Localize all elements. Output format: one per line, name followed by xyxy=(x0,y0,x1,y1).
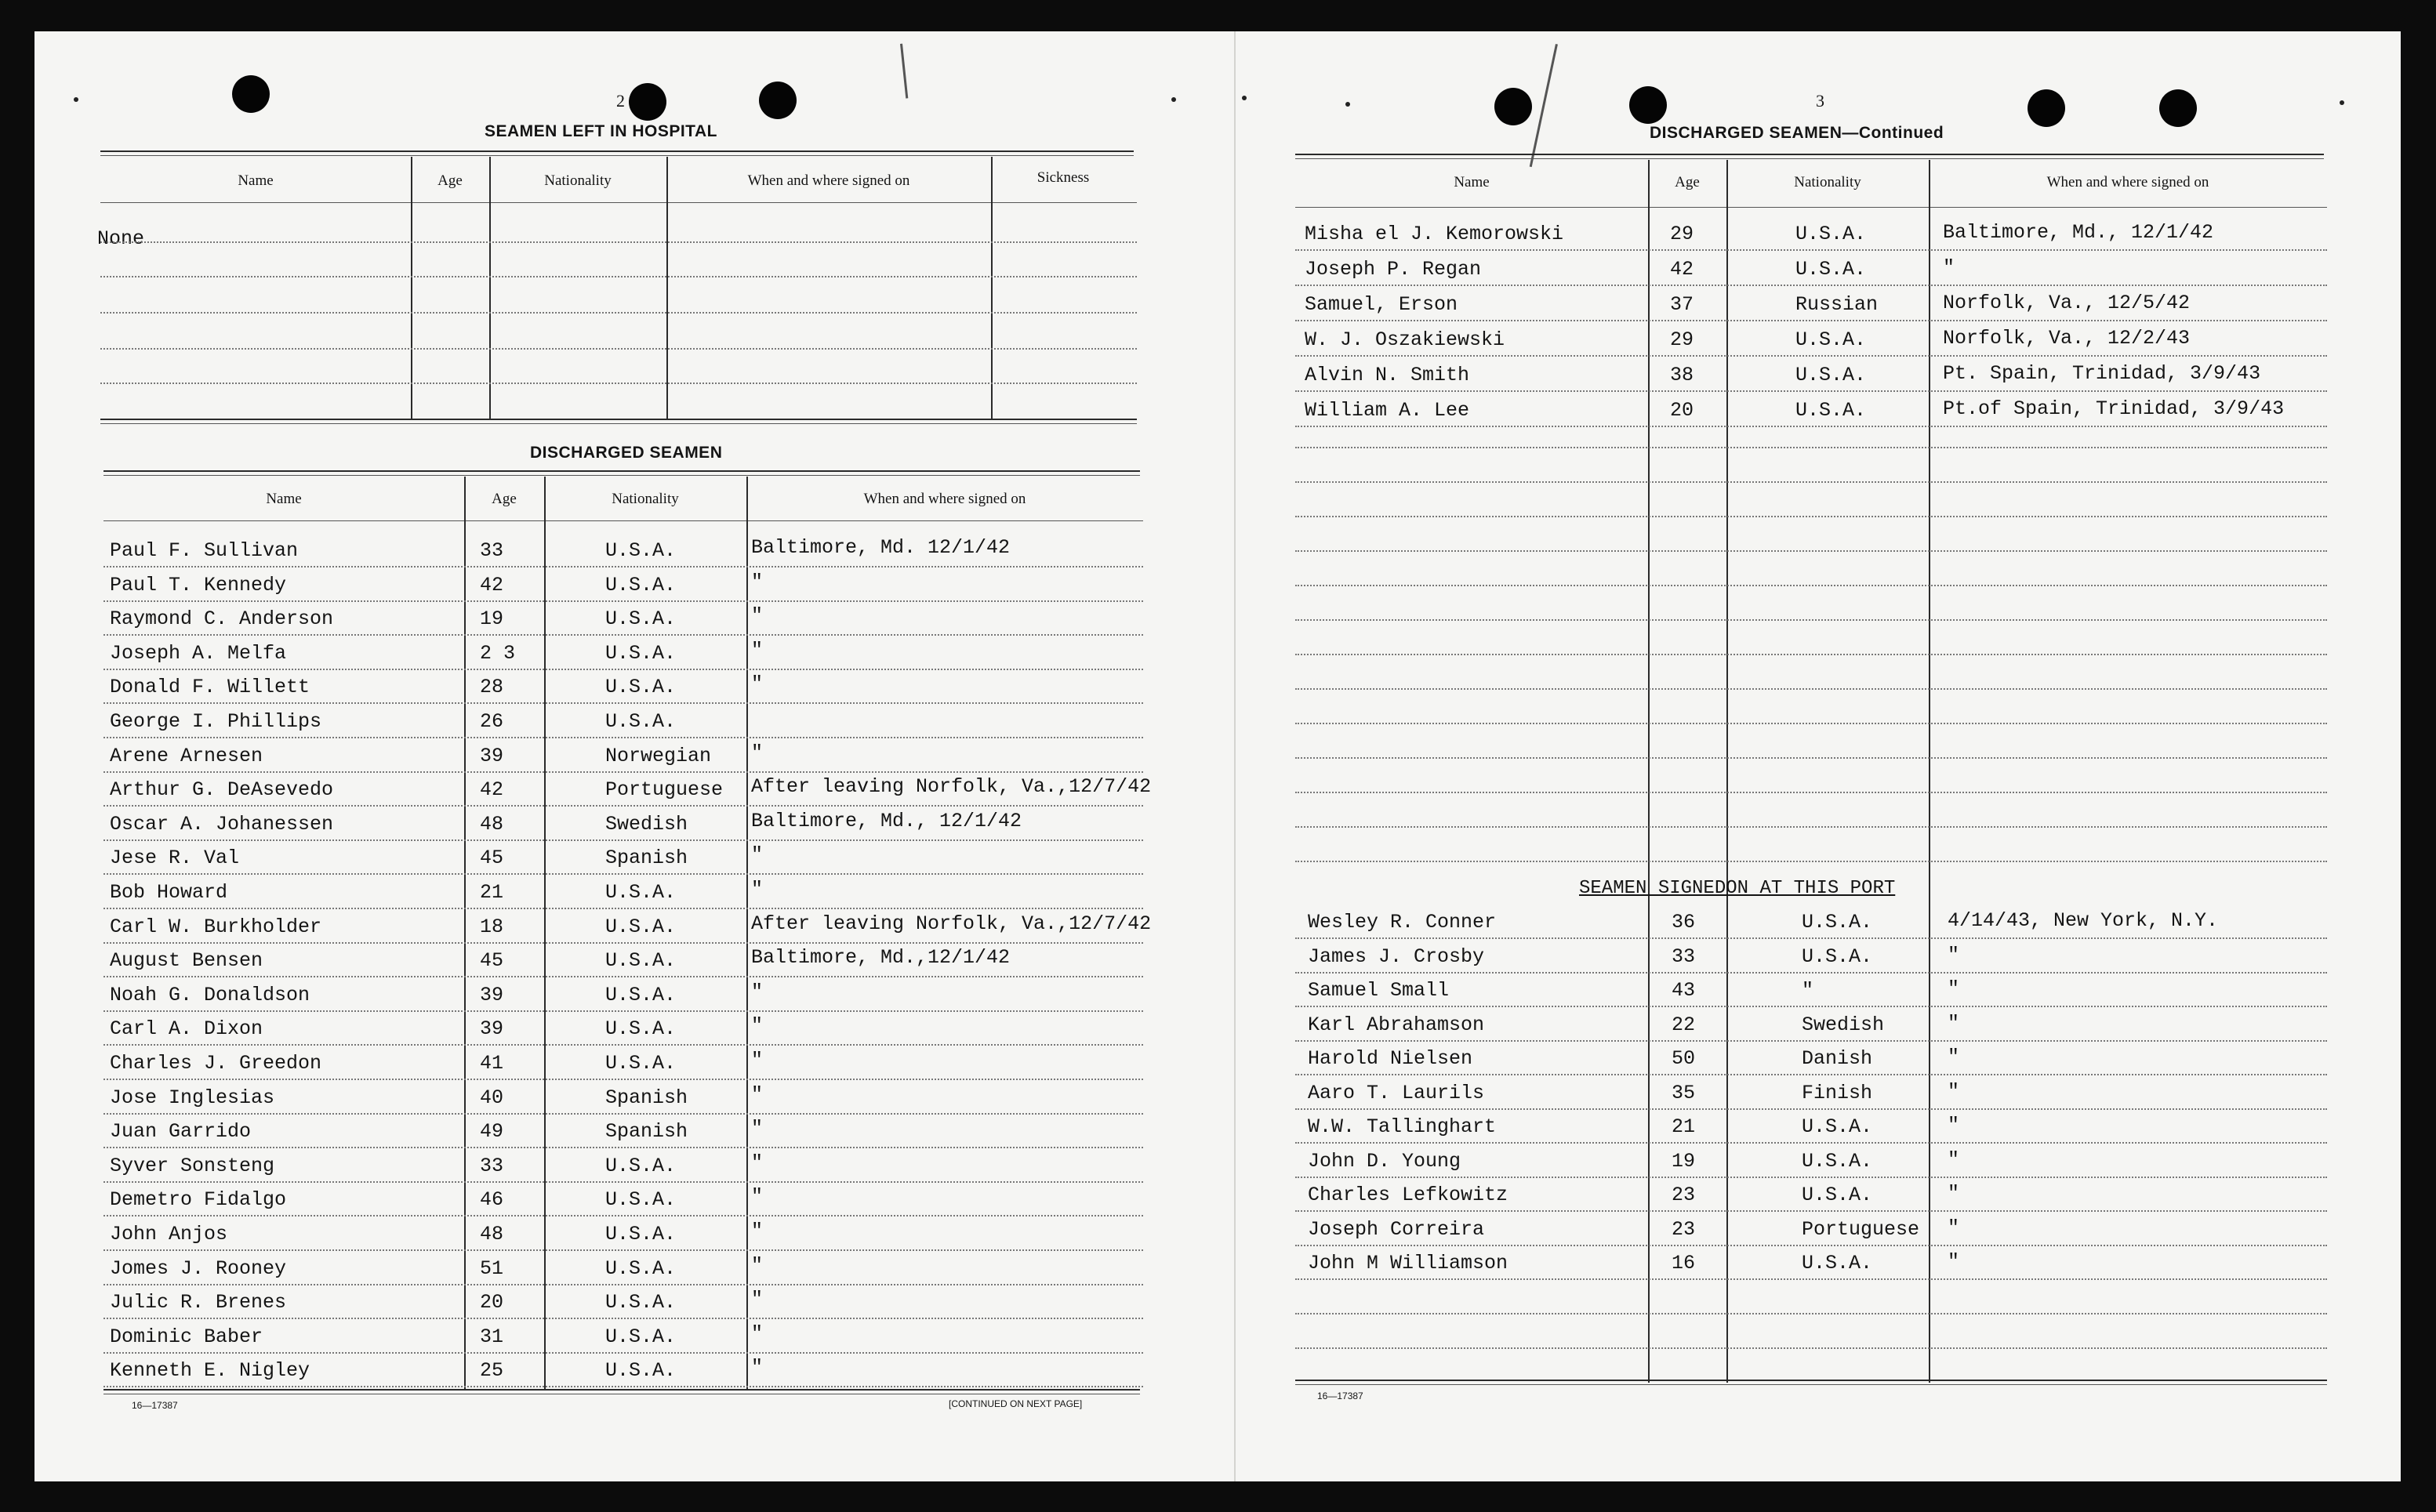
col-header-name: Name xyxy=(1454,174,1490,190)
col-header-name: Name xyxy=(238,172,274,189)
column-divider xyxy=(411,157,412,420)
seaman-signed-on: " xyxy=(1948,1080,1960,1103)
seaman-signed-on: " xyxy=(751,1220,764,1242)
seaman-name: Joseph Correira xyxy=(1308,1218,1485,1241)
seaman-age: 39 xyxy=(480,984,504,1006)
seaman-age: 38 xyxy=(1670,364,1694,386)
seaman-signed-on: " xyxy=(751,741,764,764)
row-line xyxy=(1295,447,2327,448)
col-header-age: Age xyxy=(1675,174,1700,190)
row-line xyxy=(1295,355,2327,357)
row-line xyxy=(100,241,1137,243)
seaman-nationality: Spanish xyxy=(605,1086,688,1109)
col-header-signed: When and where signed on xyxy=(863,491,1026,507)
page-number: 2 xyxy=(616,91,625,111)
row-line xyxy=(103,1215,1143,1216)
seaman-signed-on: " xyxy=(751,1083,764,1106)
seaman-signed-on: " xyxy=(751,673,764,695)
punch-hole xyxy=(629,83,666,121)
rule xyxy=(100,155,1134,156)
seaman-name: Misha el J. Kemorowski xyxy=(1305,223,1564,245)
row-line xyxy=(103,1181,1143,1183)
seaman-name: Julic R. Brenes xyxy=(110,1291,287,1314)
row-line xyxy=(103,1113,1143,1115)
seaman-age: 28 xyxy=(480,676,504,698)
row-line xyxy=(103,737,1143,738)
row-line xyxy=(103,1044,1143,1046)
row-line xyxy=(1295,320,2327,321)
seaman-name: Juan Garrido xyxy=(110,1120,252,1143)
row-line xyxy=(100,276,1137,277)
seaman-nationality: " xyxy=(1802,979,1814,1002)
seaman-signed-on: Norfolk, Va., 12/2/43 xyxy=(1943,327,2191,350)
seaman-age: 49 xyxy=(480,1120,504,1143)
seaman-name: Bob Howard xyxy=(110,881,228,904)
seaman-age: 20 xyxy=(480,1291,504,1314)
row-line xyxy=(103,566,1143,567)
row-line xyxy=(1295,1108,2327,1110)
seaman-signed-on: " xyxy=(751,1014,764,1037)
seaman-signed-on: After leaving Norfolk, Va.,12/7/42 xyxy=(751,775,1152,798)
seaman-signed-on: " xyxy=(751,571,764,593)
seaman-age: 35 xyxy=(1672,1082,1696,1104)
hospital-name: None xyxy=(97,227,145,250)
seaman-signed-on: " xyxy=(1948,1148,1960,1171)
seaman-age: 37 xyxy=(1670,293,1694,316)
seaman-name: John Anjos xyxy=(110,1223,228,1245)
row-line xyxy=(103,669,1143,670)
column-divider xyxy=(746,477,748,1391)
seaman-name: George I. Phillips xyxy=(110,710,322,733)
speck xyxy=(1345,102,1350,107)
seaman-age: 16 xyxy=(1672,1252,1696,1275)
col-header-nationality: Nationality xyxy=(612,491,679,507)
row-line xyxy=(103,942,1143,944)
seaman-name: Samuel Small xyxy=(1308,979,1450,1002)
seaman-nationality: U.S.A. xyxy=(605,1052,677,1075)
row-line xyxy=(1295,937,2327,939)
row-line xyxy=(103,873,1143,875)
seaman-age: 33 xyxy=(1672,945,1696,968)
page-number: 3 xyxy=(1816,91,1824,111)
punch-hole xyxy=(232,75,270,113)
seaman-nationality: Finish xyxy=(1802,1082,1873,1104)
seaman-age: 33 xyxy=(480,1155,504,1177)
seaman-signed-on: " xyxy=(751,1288,764,1311)
seaman-age: 48 xyxy=(480,1223,504,1245)
seaman-age: 39 xyxy=(480,745,504,767)
row-line xyxy=(103,1147,1143,1148)
rule xyxy=(100,419,1137,420)
row-line xyxy=(1295,390,2327,392)
seaman-age: 21 xyxy=(1672,1115,1696,1138)
seaman-age: 41 xyxy=(480,1052,504,1075)
seaman-age: 51 xyxy=(480,1257,504,1280)
seaman-signed-on: " xyxy=(751,981,764,1003)
row-line xyxy=(1295,757,2327,759)
seaman-signed-on: " xyxy=(1948,1216,1960,1239)
seaman-name: Wesley R. Conner xyxy=(1308,911,1497,934)
seaman-name: William A. Lee xyxy=(1305,399,1470,422)
seaman-age: 48 xyxy=(480,813,504,836)
rule xyxy=(103,475,1140,476)
seaman-age: 50 xyxy=(1672,1047,1696,1070)
speck xyxy=(74,97,78,102)
rule xyxy=(103,470,1140,472)
column-divider xyxy=(489,157,491,420)
col-header-age: Age xyxy=(437,172,463,189)
row-line xyxy=(1295,1006,2327,1007)
row-line xyxy=(1295,1177,2327,1178)
row-line xyxy=(1295,1040,2327,1042)
seaman-name: Paul F. Sullivan xyxy=(110,539,299,562)
seaman-name: W.W. Tallinghart xyxy=(1308,1115,1497,1138)
seaman-name: Demetro Fidalgo xyxy=(110,1188,287,1211)
col-header-age: Age xyxy=(492,491,517,507)
row-line xyxy=(1295,481,2327,483)
hospital-title: SEAMEN LEFT IN HOSPITAL xyxy=(485,122,717,140)
seaman-name: Raymond C. Anderson xyxy=(110,607,334,630)
seaman-nationality: U.S.A. xyxy=(1802,911,1873,934)
seaman-name: Samuel, Erson xyxy=(1305,293,1458,316)
row-line xyxy=(103,839,1143,841)
seaman-signed-on: " xyxy=(751,878,764,901)
row-line xyxy=(103,600,1143,602)
row-line xyxy=(1295,1278,2327,1280)
row-line xyxy=(1295,550,2327,552)
seaman-nationality: U.S.A. xyxy=(605,710,677,733)
row-line xyxy=(103,634,1143,636)
seaman-nationality: U.S.A. xyxy=(605,984,677,1006)
row-line xyxy=(1295,285,2327,286)
seaman-signed-on: Pt.of Spain, Trinidad, 3/9/43 xyxy=(1943,397,2285,420)
row-line xyxy=(103,702,1143,704)
row-line xyxy=(100,383,1137,384)
signed-on-title: SEAMEN SIGNEDON AT THIS PORT xyxy=(1579,878,1896,899)
seaman-name: Carl A. Dixon xyxy=(110,1017,263,1040)
form-number: 16—17387 xyxy=(1317,1391,1363,1401)
seaman-signed-on: " xyxy=(751,604,764,627)
seaman-signed-on: Baltimore, Md., 12/1/42 xyxy=(1943,221,2214,244)
seaman-nationality: U.S.A. xyxy=(605,607,677,630)
discharged-continued-title: DISCHARGED SEAMEN—Continued xyxy=(1650,124,1944,142)
seaman-nationality: U.S.A. xyxy=(605,1188,677,1211)
seaman-nationality: U.S.A. xyxy=(605,539,677,562)
seaman-signed-on: " xyxy=(1948,944,1960,966)
row-line xyxy=(1295,1074,2327,1075)
discharged-title: DISCHARGED SEAMEN xyxy=(530,444,723,462)
seaman-age: 19 xyxy=(1672,1150,1696,1173)
col-header-sickness: Sickness xyxy=(1036,169,1090,186)
speck xyxy=(1242,96,1247,100)
row-line xyxy=(1295,723,2327,724)
seaman-name: Joseph P. Regan xyxy=(1305,258,1482,281)
rule xyxy=(100,202,1137,203)
rule xyxy=(1295,207,2327,208)
rule xyxy=(1295,154,2324,155)
row-line xyxy=(1295,585,2327,586)
seaman-age: 36 xyxy=(1672,911,1696,934)
seaman-nationality: U.S.A. xyxy=(1795,223,1867,245)
rule xyxy=(1295,158,2324,159)
seaman-name: Oscar A. Johanessen xyxy=(110,813,334,836)
seaman-nationality: U.S.A. xyxy=(1802,1115,1873,1138)
col-header-signed: When and where signed on xyxy=(747,172,910,189)
seaman-signed-on: " xyxy=(1943,256,1955,279)
seaman-nationality: U.S.A. xyxy=(605,1257,677,1280)
seaman-name: August Bensen xyxy=(110,949,263,972)
seaman-nationality: U.S.A. xyxy=(605,1017,677,1040)
row-line xyxy=(1295,426,2327,427)
seaman-signed-on: Baltimore, Md., 12/1/42 xyxy=(751,810,1022,832)
rule xyxy=(100,423,1137,424)
seaman-signed-on: " xyxy=(751,1117,764,1140)
seaman-nationality: Swedish xyxy=(605,813,688,836)
seaman-name: Arene Arnesen xyxy=(110,745,263,767)
seaman-nationality: Spanish xyxy=(605,1120,688,1143)
seaman-age: 19 xyxy=(480,607,504,630)
row-line xyxy=(1295,1313,2327,1314)
row-line xyxy=(1295,972,2327,974)
seaman-signed-on: " xyxy=(751,1254,764,1277)
seaman-age: 20 xyxy=(1670,399,1694,422)
column-divider xyxy=(544,477,546,1391)
seaman-signed-on: " xyxy=(1948,1046,1960,1068)
seaman-name: Karl Abrahamson xyxy=(1308,1013,1485,1036)
seaman-signed-on: " xyxy=(751,1322,764,1345)
seaman-signed-on: " xyxy=(751,1356,764,1379)
seaman-signed-on: " xyxy=(1948,977,1960,1000)
row-line xyxy=(103,805,1143,807)
row-line xyxy=(103,1352,1143,1354)
seaman-signed-on: " xyxy=(751,1151,764,1174)
seaman-nationality: U.S.A. xyxy=(605,1291,677,1314)
seaman-nationality: Russian xyxy=(1795,293,1879,316)
seaman-name: Charles Lefkowitz xyxy=(1308,1184,1508,1206)
seaman-age: 26 xyxy=(480,710,504,733)
seaman-name: Dominic Baber xyxy=(110,1325,263,1348)
seaman-name: W. J. Oszakiewski xyxy=(1305,328,1505,351)
row-line xyxy=(1295,1245,2327,1246)
row-line xyxy=(103,976,1143,977)
punch-hole xyxy=(2159,89,2197,127)
seaman-signed-on: Baltimore, Md.,12/1/42 xyxy=(751,946,1011,969)
punch-hole xyxy=(759,82,797,119)
seaman-name: Carl W. Burkholder xyxy=(110,916,322,938)
seaman-nationality: U.S.A. xyxy=(605,642,677,665)
seaman-nationality: U.S.A. xyxy=(1802,1184,1873,1206)
seaman-name: Noah G. Donaldson xyxy=(110,984,310,1006)
seaman-age: 33 xyxy=(480,539,504,562)
seaman-name: John M Williamson xyxy=(1308,1252,1508,1275)
row-line xyxy=(1295,826,2327,828)
column-divider xyxy=(1648,160,1650,1383)
rule xyxy=(103,520,1143,521)
seaman-signed-on: " xyxy=(1948,1012,1960,1035)
row-line xyxy=(103,1249,1143,1251)
seaman-age: 2 3 xyxy=(480,642,516,665)
rule xyxy=(100,150,1134,152)
seaman-age: 45 xyxy=(480,847,504,869)
column-divider xyxy=(1726,160,1728,1383)
seaman-signed-on: " xyxy=(1948,1114,1960,1137)
seaman-nationality: U.S.A. xyxy=(605,1223,677,1245)
rule xyxy=(1295,1384,2327,1385)
seaman-nationality: U.S.A. xyxy=(1795,328,1867,351)
seaman-nationality: U.S.A. xyxy=(1802,1252,1873,1275)
row-line xyxy=(1295,1347,2327,1349)
row-line xyxy=(1295,619,2327,621)
seaman-nationality: Portuguese xyxy=(1802,1218,1920,1241)
row-line xyxy=(1295,861,2327,862)
seaman-age: 29 xyxy=(1670,223,1694,245)
page-fold xyxy=(1234,31,1236,1481)
seaman-name: Syver Sonsteng xyxy=(110,1155,275,1177)
continued-note: [CONTINUED ON NEXT PAGE] xyxy=(949,1398,1083,1409)
seaman-age: 21 xyxy=(480,881,504,904)
seaman-signed-on: " xyxy=(751,1049,764,1071)
seaman-nationality: U.S.A. xyxy=(605,916,677,938)
seaman-name: Alvin N. Smith xyxy=(1305,364,1470,386)
seaman-name: James J. Crosby xyxy=(1308,945,1485,968)
seaman-age: 42 xyxy=(480,574,504,596)
seaman-age: 29 xyxy=(1670,328,1694,351)
row-line xyxy=(103,908,1143,909)
punch-hole xyxy=(1494,88,1532,125)
seaman-age: 23 xyxy=(1672,1184,1696,1206)
seaman-age: 46 xyxy=(480,1188,504,1211)
seaman-nationality: U.S.A. xyxy=(605,1325,677,1348)
seaman-age: 23 xyxy=(1672,1218,1696,1241)
row-line xyxy=(1295,1210,2327,1212)
seaman-nationality: Portuguese xyxy=(605,778,724,801)
seaman-age: 40 xyxy=(480,1086,504,1109)
seaman-name: John D. Young xyxy=(1308,1150,1461,1173)
column-divider xyxy=(464,477,466,1391)
form-number: 16—17387 xyxy=(132,1400,178,1411)
punch-hole xyxy=(1629,86,1667,124)
seaman-age: 42 xyxy=(1670,258,1694,281)
seaman-nationality: U.S.A. xyxy=(1795,364,1867,386)
seaman-nationality: Norwegian xyxy=(605,745,712,767)
seaman-nationality: U.S.A. xyxy=(1802,1150,1873,1173)
column-divider xyxy=(991,157,993,420)
seaman-age: 22 xyxy=(1672,1013,1696,1036)
seaman-nationality: U.S.A. xyxy=(1795,258,1867,281)
seaman-name: Jese R. Val xyxy=(110,847,240,869)
seaman-age: 45 xyxy=(480,949,504,972)
row-line xyxy=(1295,1142,2327,1144)
row-line xyxy=(1295,654,2327,655)
seaman-name: Arthur G. DeAsevedo xyxy=(110,778,334,801)
row-line xyxy=(1295,249,2327,251)
seaman-signed-on: Pt. Spain, Trinidad, 3/9/43 xyxy=(1943,362,2261,385)
seaman-signed-on: 4/14/43, New York, N.Y. xyxy=(1948,909,2219,932)
seaman-nationality: U.S.A. xyxy=(605,676,677,698)
seaman-nationality: U.S.A. xyxy=(1795,399,1867,422)
seaman-signed-on: After leaving Norfolk, Va.,12/7/42 xyxy=(751,912,1152,935)
column-divider xyxy=(666,157,668,420)
seaman-name: Charles J. Greedon xyxy=(110,1052,322,1075)
punch-hole xyxy=(2028,89,2065,127)
row-line xyxy=(1295,516,2327,517)
seaman-signed-on: " xyxy=(751,1185,764,1208)
seaman-name: Jomes J. Rooney xyxy=(110,1257,287,1280)
seaman-name: Kenneth E. Nigley xyxy=(110,1359,310,1382)
seaman-nationality: Swedish xyxy=(1802,1013,1885,1036)
row-line xyxy=(103,771,1143,773)
col-header-signed: When and where signed on xyxy=(2046,174,2209,190)
col-header-nationality: Nationality xyxy=(1794,174,1861,190)
seaman-age: 43 xyxy=(1672,979,1696,1002)
seaman-name: Jose Inglesias xyxy=(110,1086,275,1109)
seaman-age: 31 xyxy=(480,1325,504,1348)
row-line xyxy=(103,1284,1143,1285)
seaman-signed-on: Norfolk, Va., 12/5/42 xyxy=(1943,292,2191,314)
row-line xyxy=(103,1010,1143,1012)
column-divider xyxy=(1929,160,1930,1383)
seaman-signed-on: " xyxy=(1948,1250,1960,1273)
seaman-nationality: Spanish xyxy=(605,847,688,869)
seaman-nationality: U.S.A. xyxy=(605,1155,677,1177)
seaman-nationality: U.S.A. xyxy=(1802,945,1873,968)
seaman-nationality: Danish xyxy=(1802,1047,1873,1070)
seaman-nationality: U.S.A. xyxy=(605,1359,677,1382)
row-line xyxy=(103,1318,1143,1319)
row-line xyxy=(100,312,1137,314)
seaman-nationality: U.S.A. xyxy=(605,574,677,596)
seaman-name: Donald F. Willett xyxy=(110,676,310,698)
seaman-age: 42 xyxy=(480,778,504,801)
row-line xyxy=(1295,792,2327,793)
seaman-signed-on: " xyxy=(751,843,764,866)
seaman-age: 25 xyxy=(480,1359,504,1382)
seaman-name: Paul T. Kennedy xyxy=(110,574,287,596)
seaman-nationality: U.S.A. xyxy=(605,881,677,904)
speck xyxy=(2340,100,2344,105)
col-header-nationality: Nationality xyxy=(544,172,612,189)
seaman-name: Joseph A. Melfa xyxy=(110,642,287,665)
seaman-age: 18 xyxy=(480,916,504,938)
speck xyxy=(1171,97,1176,102)
row-line xyxy=(1295,688,2327,690)
seaman-age: 39 xyxy=(480,1017,504,1040)
row-line xyxy=(103,1386,1143,1387)
seaman-signed-on: " xyxy=(751,639,764,662)
seaman-name: Harold Nielsen xyxy=(1308,1047,1473,1070)
seaman-name: Aaro T. Laurils xyxy=(1308,1082,1485,1104)
rule xyxy=(1295,1380,2327,1381)
seaman-signed-on: Baltimore, Md. 12/1/42 xyxy=(751,536,1011,559)
row-line xyxy=(100,348,1137,350)
row-line xyxy=(103,1079,1143,1080)
col-header-name: Name xyxy=(266,491,302,507)
seaman-signed-on: " xyxy=(1948,1182,1960,1205)
rule xyxy=(103,1389,1140,1391)
seaman-nationality: U.S.A. xyxy=(605,949,677,972)
